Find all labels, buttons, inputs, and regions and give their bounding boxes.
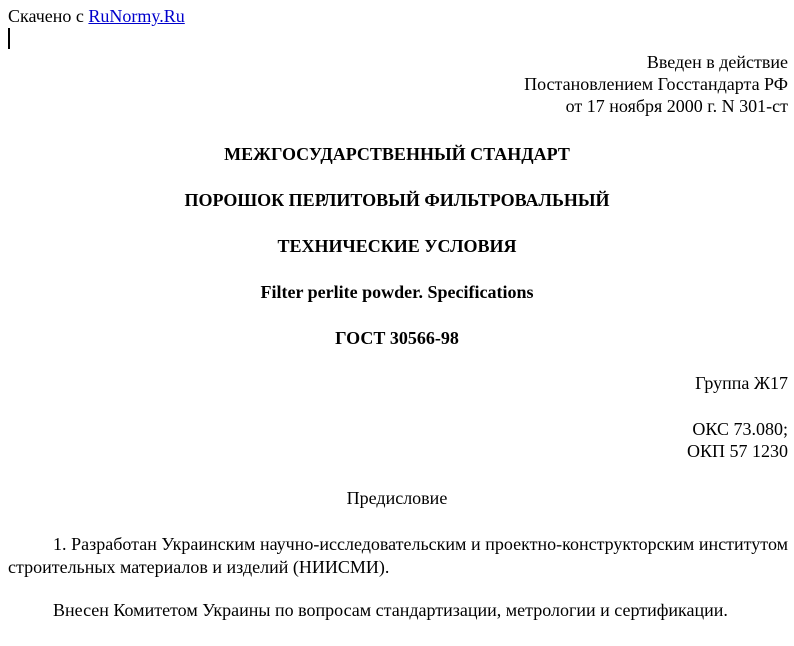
preface-paragraph-2: Внесен Комитетом Украины по вопросам стандартизации, метрологии и сертификации. (53, 600, 728, 620)
group-code: Группа Ж17 (695, 373, 788, 393)
introduction-line-3: от 17 ноября 2000 г. N 301-ст (565, 96, 788, 116)
standard-type: МЕЖГОСУДАРСТВЕННЫЙ СТАНДАРТ (224, 144, 570, 164)
source-line (8, 5, 185, 27)
okp-code: ОКП 57 1230 (686, 441, 788, 461)
introduction-block (524, 51, 788, 117)
oks-code: ОКС 73.080; (692, 419, 788, 439)
document-title: ПОРОШОК ПЕРЛИТОВЫЙ ФИЛЬТРОВАЛЬНЫЙ (184, 190, 610, 210)
standard-code: ГОСТ 30566-98 (335, 328, 459, 348)
preface-heading: Предисловие (346, 488, 448, 508)
classification-codes (687, 418, 788, 462)
source-link[interactable]: RuNormy.Ru (88, 6, 185, 26)
preface-paragraph-1: 1. Разработан Украинским научно-исследовательским и проектно-конструкторским институтом строительных материалов и изделий (НИИСМИ). (8, 534, 788, 577)
english-title: Filter perlite powder. Specifications (260, 282, 534, 302)
document-subtitle: ТЕХНИЧЕСКИЕ УСЛОВИЯ (277, 236, 517, 256)
introduction-line-1: Введен в действие (646, 52, 788, 72)
introduction-line-2: Постановлением Госстандарта РФ (524, 74, 788, 94)
source-prefix: Скачено с (8, 6, 89, 26)
text-cursor (8, 28, 10, 49)
